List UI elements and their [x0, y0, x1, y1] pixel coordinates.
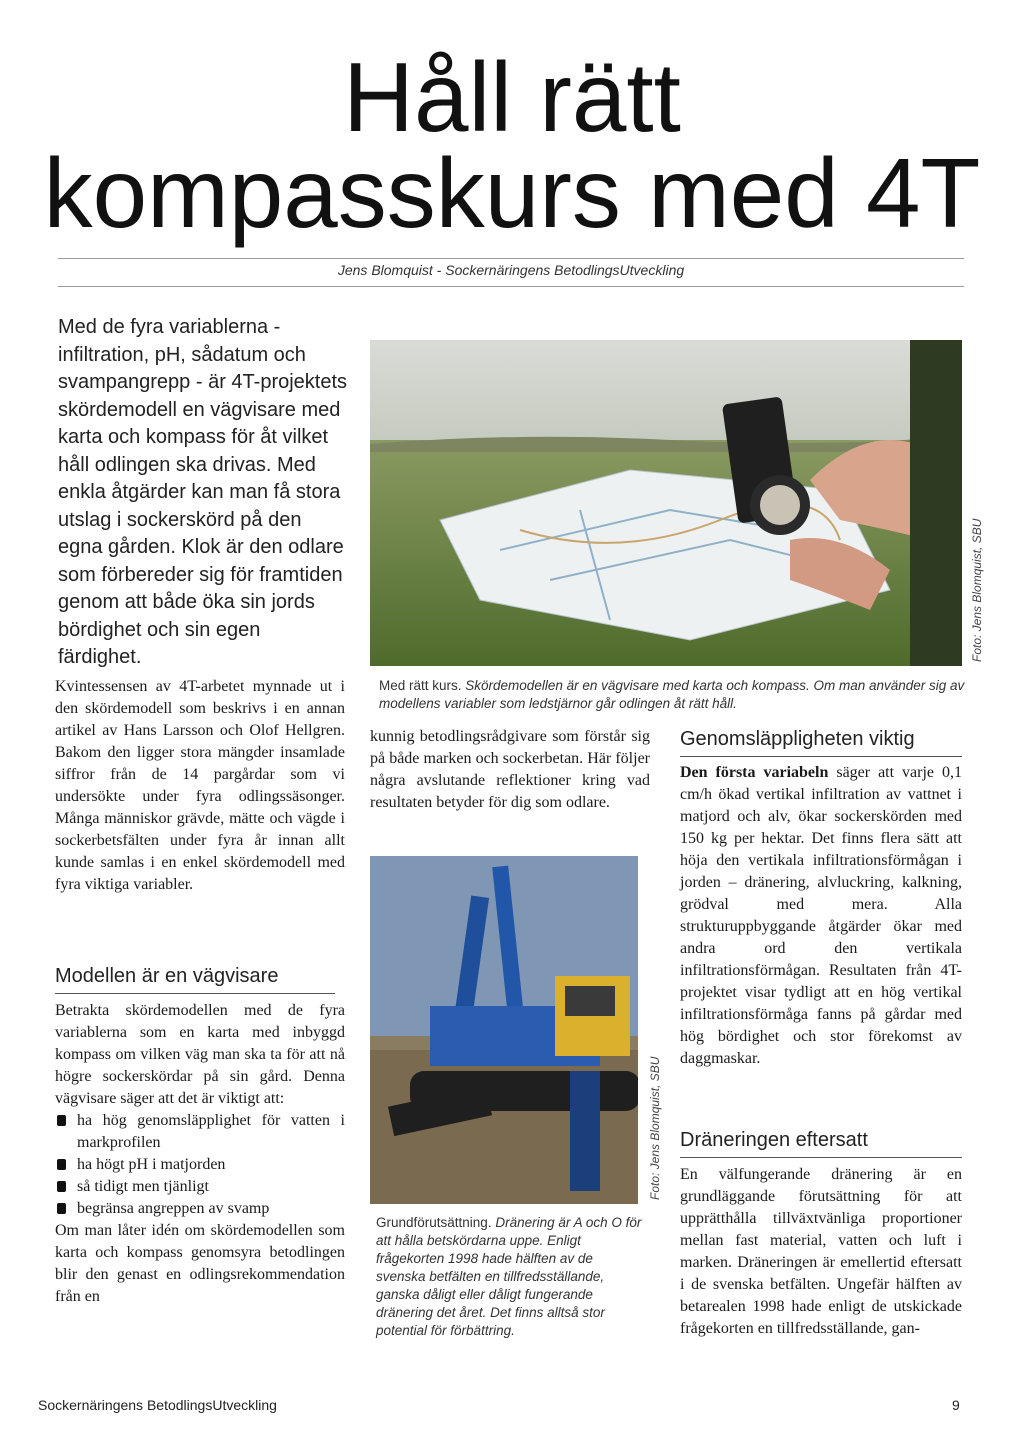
model-paragraph: Betrakta skördemodellen med de fyra variablerna som en karta med inbyggd kompass om vilken väg man ska ta för att nå högre sockerskördar på sin gård. Denna vägvisare säger att det är viktigt att: — [55, 1002, 345, 1107]
drainage-paragraph: En välfungerande dränering är en grundläggande förutsättning för att upprätthålla tillväxtvänliga proportioner mellan fast material, vatten och luft i marken. Dräneringen är emellertid eftersatt i de svenska betfälten. Ungefär hälften av betarealen 1998 hade enligt de utskickade frågekorten en tillfredsställande, gan- — [680, 1166, 962, 1337]
recommendation-list — [55, 1110, 345, 1220]
column-3-text-1 — [680, 762, 962, 1070]
drainage-machine-illustration — [370, 856, 638, 1204]
list-item: så tidigt men tjänligt — [55, 1176, 345, 1198]
lead-paragraph: Med de fyra variablerna - infiltration, pH, sådatum och svampangrepp - är 4T-projektets skördemodell en vägvisare med karta och kompass för åt vilket håll odlingen ska drivas. Med enkla åtgärder kan man få stora utslag i sockerskörd på den egna gården. Klok är den odlare som förbereder sig för framtiden genom att både öka sin jords bördighet och sin egen färdighet. — [58, 316, 348, 668]
list-item: ha högt pH i matjorden — [55, 1154, 345, 1176]
closing-paragraph: Om man låter idén om skördemodellen som karta och kompass genomsyra betodlingen blir den genast en odlingsrekommendation från en — [55, 1222, 345, 1305]
caption-text-2: Dränering är A och O för att hålla betskördarna uppe. Enligt frågekorten 1998 hade hälften av de svenska betfälten en tillfredsställande, ganska dåligt eller dåligt fungerande dränering det året. Det finns alltså stor potential för förbättring. — [376, 1215, 642, 1338]
subheading-drainage: Dräneringen eftersatt — [680, 1129, 868, 1151]
caption-text-1: Skördemodellen är en vägvisare med karta och kompass. Om man använder sig av modellens variabler som ledstjärnor går odlingen åt rätt håll. — [379, 678, 965, 711]
column-2-text: kunnig betodlingsrådgivare som förstår sig på både marken och sockerbetan. Här följer några avslutande reflektioner kring vad resultaten betyder för dig som odlare. — [370, 728, 650, 811]
photo-credit-1: Foto: Jens Blomquist, SBU — [970, 518, 984, 662]
article-title-line-1: Håll rätt — [343, 42, 681, 152]
subheading-rule-1 — [55, 993, 335, 994]
map-compass-photo — [370, 340, 962, 666]
list-item: ha hög genomsläpplighet för vatten i markprofilen — [55, 1110, 345, 1154]
subheading-permeability: Genomsläppligheten viktig — [680, 728, 915, 750]
first-variable-lead: Den första variabeln — [680, 764, 829, 781]
caption-lead-1: Med rätt kurs. — [379, 678, 462, 693]
page-number: 9 — [952, 1397, 960, 1413]
column-1-text — [55, 1000, 345, 1308]
byline: Jens Blomquist - Sockernäringens BetodlingsUtveckling — [337, 262, 685, 278]
caption-lead-2: Grundförutsättning. — [376, 1215, 492, 1230]
footer-publisher: Sockernäringens BetodlingsUtveckling — [38, 1397, 277, 1413]
map-compass-illustration — [370, 340, 962, 666]
list-item: begränsa angreppen av svamp — [55, 1198, 345, 1220]
drainage-machine-photo — [370, 856, 638, 1204]
byline-rule-top — [58, 258, 964, 259]
subheading-rule-3 — [680, 1157, 962, 1158]
column-1-intro: Kvintessensen av 4T-arbetet mynnade ut i den skördemodell som beskrivs i en annan artikel av Hans Larsson och Olof Hellgren. Bakom den ligger stora mängder insamlade siffror från de 14 pargårdar som vi undersökte under fyra odlingssäsonger. Många människor grävde, mätte och vägde i sockerbetsfälten under fyra år innan allt kunde samlas i en enkel skördemodell med fyra viktiga variabler. — [55, 678, 345, 893]
photo-credit-2: Foto: Jens Blomquist, SBU — [648, 1056, 662, 1200]
byline-rule-bottom — [58, 286, 964, 287]
subheading-model-guide: Modellen är en vägvisare — [55, 965, 279, 987]
permeability-paragraph: säger att varje 0,1 cm/h ökad vertikal infiltration av vattnet i matjord och alv, ökar sockerskörden med 150 kg per hektar. Det finns flera sätt att höja den vertikala infiltrationsförmågan i jorden – dränering, alvluckring, kalkning, grödval med mera. Alla strukturuppbyggande åtgärder ökar med andra ord den vertikala infiltrationsförmågan. Resultaten från 4T-projektet visar tydligt att en hög vertikal infiltrationsförmåga fanns på gårdar med hög bördighet och stor förekomst av daggmaskar. — [680, 764, 962, 1067]
article-title-line-2: kompasskurs med 4T — [43, 138, 981, 248]
photo-caption-1 — [379, 677, 969, 713]
subheading-rule-2 — [680, 756, 962, 757]
photo-caption-2 — [376, 1214, 646, 1340]
